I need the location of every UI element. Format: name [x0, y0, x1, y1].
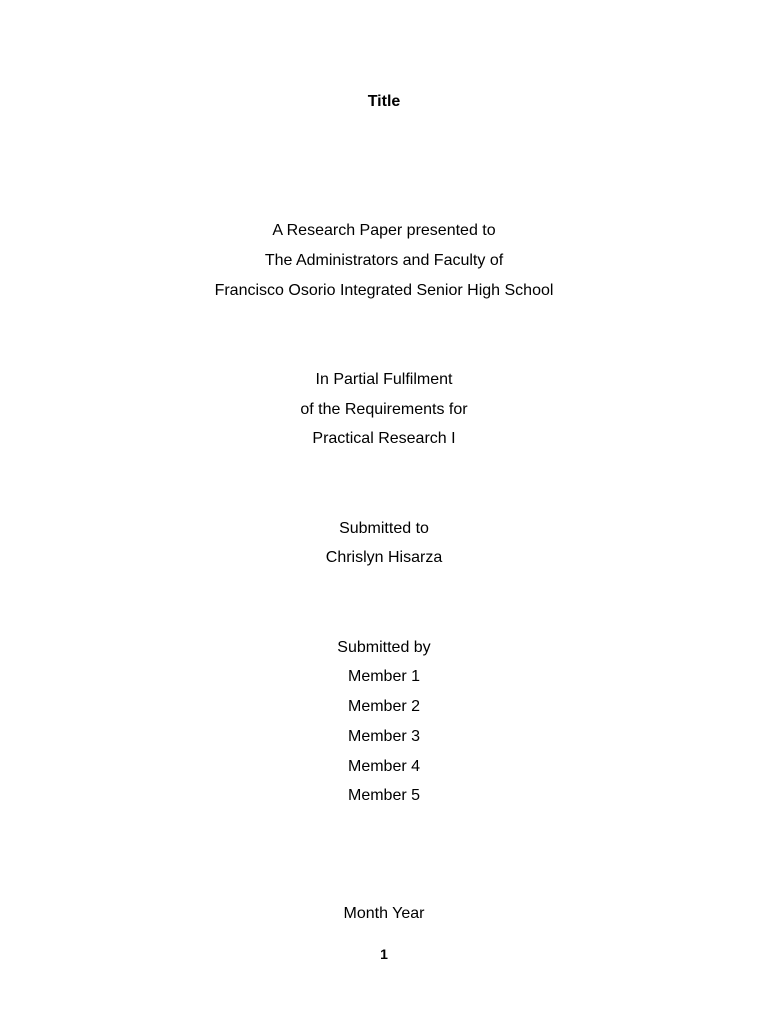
- presented-line-2: The Administrators and Faculty of: [264, 252, 504, 269]
- member-1: Member 1: [347, 668, 421, 685]
- submitted-to-name: Chrislyn Hisarza: [325, 549, 443, 566]
- presented-line-1: A Research Paper presented to: [272, 222, 496, 239]
- submitted-by-label: Submitted by: [337, 639, 431, 656]
- fulfilment-line-2: of the Requirements for: [300, 401, 468, 418]
- presented-line-3: Francisco Osorio Integrated Senior High School: [214, 282, 554, 299]
- submitted-to-label: Submitted to: [339, 520, 429, 537]
- member-3: Member 3: [347, 728, 421, 745]
- member-2: Member 2: [347, 698, 421, 715]
- member-5: Member 5: [347, 787, 421, 804]
- member-4: Member 4: [347, 758, 421, 775]
- paper-title: Title: [367, 93, 401, 110]
- fulfilment-line-1: In Partial Fulfilment: [315, 371, 453, 388]
- fulfilment-line-3: Practical Research I: [312, 430, 456, 447]
- submission-date: Month Year: [343, 905, 425, 922]
- page-number: 1: [380, 946, 388, 962]
